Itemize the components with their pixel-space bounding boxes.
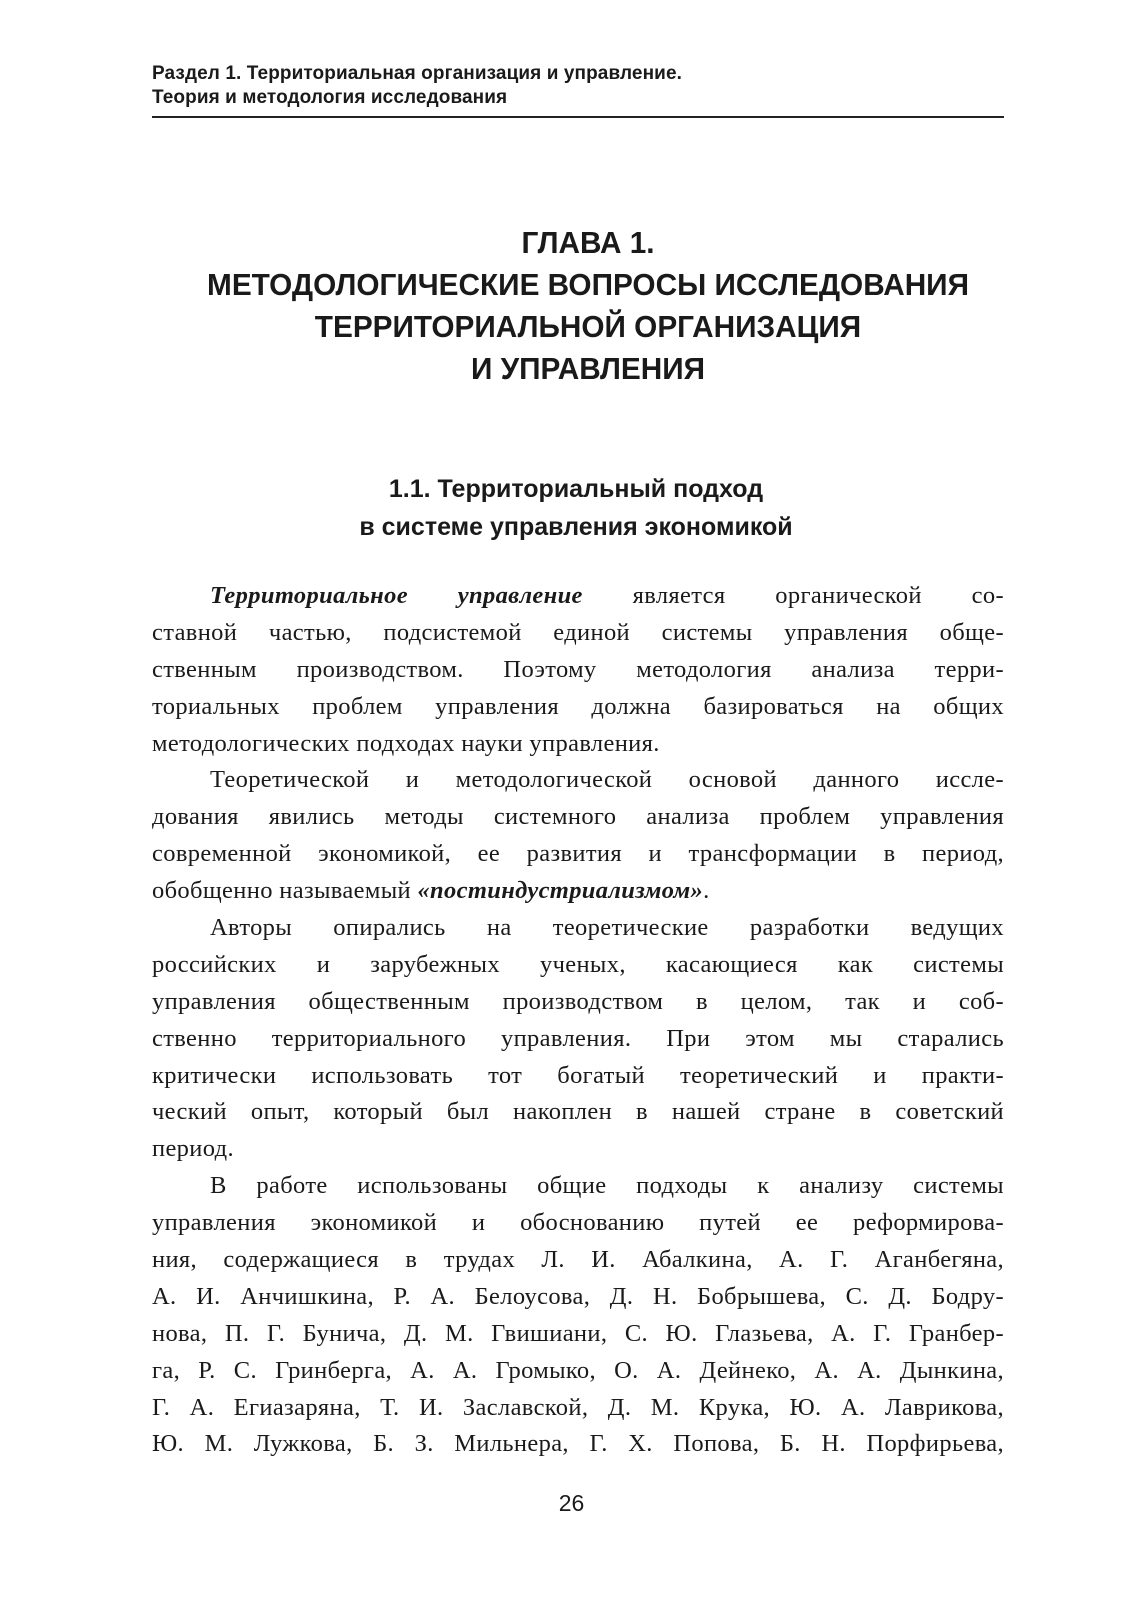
body-text <box>152 578 1004 1463</box>
emphasized-term: Территориальное управление <box>210 582 583 609</box>
paragraph-line: управления общественным производством в целом, так и соб- <box>152 987 1004 1015</box>
running-head <box>152 62 1004 118</box>
paragraph-line: ставной частью, подсистемой единой системы управления обще- <box>152 618 1004 646</box>
paragraph-line: ния, содержащиеся в трудах Л. И. Абалкина, А. Г. Аганбегяна, <box>152 1246 1004 1274</box>
running-head-line-1: Раздел 1. Территориальная организация и управление. <box>152 63 682 84</box>
paragraph-2 <box>152 762 1004 910</box>
chapter-title-line-4: И УПРАВЛЕНИЯ <box>470 351 706 386</box>
paragraph-line: Ю. М. Лужкова, Б. З. Мильнера, Г. Х. Попова, Б. Н. Порфирьева, <box>152 1430 1004 1458</box>
paragraph-4 <box>152 1168 1004 1463</box>
section-title <box>150 470 1002 546</box>
line-text: обобщенно называемый <box>152 877 418 905</box>
paragraph-line: ственно территориального управления. При этом мы старались <box>152 1024 1004 1052</box>
paragraph-line: период. <box>152 1135 234 1163</box>
paragraph-line: нова, П. Г. Бунича, Д. М. Гвишиани, С. Ю. Глазьева, А. Г. Гранбер- <box>152 1319 1004 1347</box>
paragraph-line: га, Р. С. Гринберга, А. А. Громыко, О. А. Дейнеко, А. А. Дынкина, <box>152 1356 1004 1384</box>
paragraph-line: критически использовать тот богатый теоретический и практи- <box>152 1061 1004 1089</box>
paragraph-line: Авторы опирались на теоретические разработки ведущих <box>210 914 1004 942</box>
chapter-title-line-2: МЕТОДОЛОГИЧЕСКИЕ ВОПРОСЫ ИССЛЕДОВАНИЯ <box>207 267 969 302</box>
paragraph-line: методологических подходах науки управления. <box>152 729 660 757</box>
paragraph-line: управления экономикой и обоснованию путей ее реформирова- <box>152 1209 1004 1237</box>
paragraph-line: А. И. Анчишкина, Р. А. Белоусова, Д. Н. Бобрышева, С. Д. Бодру- <box>152 1282 1004 1310</box>
paragraph-line: дования явились методы системного анализа проблем управления <box>152 803 1004 831</box>
chapter-title-line-1: ГЛАВА 1. <box>521 225 655 260</box>
paragraph-line <box>152 873 1004 910</box>
page-number: 26 <box>558 1490 585 1516</box>
paragraph-line: В работе использованы общие подходы к анализу системы <box>210 1172 1004 1200</box>
paragraph-line: ственным производством. Поэтому методология анализа терри- <box>152 655 1004 683</box>
paragraph-line <box>152 578 1004 615</box>
chapter-title <box>120 222 1057 390</box>
line-text: является органической со- <box>582 582 1005 609</box>
section-title-line-1: 1.1. Территориальный подход <box>388 475 764 503</box>
paragraph-line: Г. А. Егиазаряна, Т. И. Заславской, Д. М. Крука, Ю. А. Лаврикова, <box>152 1393 1004 1421</box>
running-head-line-2: Теория и методология исследования <box>152 87 508 108</box>
section-title-line-2: в системе управления экономикой <box>359 513 793 541</box>
paragraph-3 <box>152 910 1004 1168</box>
paragraph-line: современной экономикой, ее развития и трансформации в период, <box>152 840 1004 868</box>
paragraph-1 <box>152 578 1004 762</box>
line-text: . <box>703 877 710 905</box>
paragraph-line: ториальных проблем управления должна базироваться на общих <box>152 692 1004 720</box>
paragraph-line: российских и зарубежных ученых, касающиеся как системы <box>152 950 1004 978</box>
paragraph-line: Теоретической и методологической основой данного иссле- <box>210 766 1004 794</box>
chapter-title-line-3: ТЕРРИТОРИАЛЬНОЙ ОРГАНИЗАЦИЯ <box>314 309 862 344</box>
emphasized-term: «постиндустриализмом» <box>417 877 704 905</box>
paragraph-line: ческий опыт, который был накоплен в нашей стране в советский <box>152 1098 1004 1126</box>
